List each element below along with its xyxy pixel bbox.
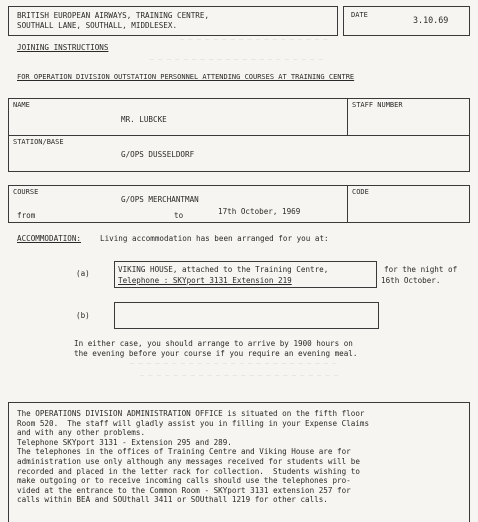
to-date-value: 17th October, 1969: [218, 207, 301, 216]
course-code-divider: [347, 185, 348, 223]
course-value: G/OPS MERCHANTMAN: [121, 195, 199, 204]
office-line: Room 520. The staff will gladly assist you in filling in your Expense Claims: [17, 418, 370, 428]
either-case-line-2: the evening before your course if you require an evening meal.: [74, 349, 358, 358]
date-value: 3.10.69: [413, 15, 449, 25]
office-line: calls within BEA and SOUthall 3411 or SOUthall 1219 for other calls.: [17, 495, 328, 505]
office-line: Telephone SKYport 3131 - Extension 295 and 289.: [17, 437, 232, 447]
option-a-marker: (a): [76, 269, 90, 278]
name-staff-divider: [347, 98, 348, 135]
night-of-value: 16th October.: [381, 276, 441, 285]
page-title: JOINING INSTRUCTIONS: [17, 43, 109, 52]
bleed-through-text: — — — — — — — — — — — — — — — — — — — — — — — —: [140, 371, 339, 379]
staff-number-label: STAFF NUMBER: [352, 101, 403, 109]
course-label: COURSE: [13, 188, 39, 196]
option-b-marker: (b): [76, 311, 90, 320]
option-a-line-2: Telephone : SKYport 3131 Extension 219: [118, 276, 292, 285]
office-line: The telephones in the offices of Training Centre and Viking House are for: [17, 447, 351, 457]
bleed-through-text: — — — — — — — — — — — — — — — — — — — — — — — — —: [130, 359, 337, 367]
code-label: CODE: [352, 188, 369, 196]
option-a-line-1: VIKING HOUSE, attached to the Training Centre,: [118, 265, 329, 274]
office-info-paragraph: [17, 409, 369, 505]
office-line: recorded and placed in the letter rack for collection. Students wishing to: [17, 466, 360, 476]
office-line: administration use only although any messages received for students will be: [17, 456, 360, 466]
name-label: NAME: [13, 101, 30, 109]
bleed-through-text: — — — — — — — — — — — — — — — — — — — — —: [150, 55, 323, 63]
name-station-divider: [8, 135, 470, 136]
office-line: make outgoing or to receive incoming calls should use the telephones pro-: [17, 476, 351, 486]
to-label: to: [174, 211, 184, 220]
name-value: MR. LUBCKE: [121, 115, 167, 124]
night-of-label: for the night of: [384, 265, 458, 274]
office-line: vided at the entrance to the Common Room - SKYport 3131 extension 257 for: [17, 485, 351, 495]
office-line: The OPERATIONS DIVISION ADMINISTRATION OFFICE is situated on the fifth floor: [17, 409, 365, 418]
accommodation-label: ACCOMMODATION:: [17, 234, 82, 243]
station-label: STATION/BASE: [13, 138, 64, 146]
option-b-box: [114, 302, 379, 329]
org-line-2: SOUTHALL LANE, SOUTHALL, MIDDLESEX.: [17, 21, 178, 30]
course-block: [8, 185, 470, 223]
station-value: G/OPS DUSSELDORF: [121, 150, 195, 159]
office-line: and with any other problems.: [17, 428, 146, 438]
date-label: DATE: [351, 11, 368, 19]
either-case-line-1: In either case, you should arrange to arrive by 1900 hours on: [74, 339, 353, 348]
page-subtitle: FOR OPERATION DIVISION OUTSTATION PERSONNEL ATTENDING COURSES AT TRAINING CENTRE: [17, 73, 355, 81]
bleed-through-text: — — — — — — — — — — — — — — — — — —: [180, 35, 328, 43]
accommodation-intro: Living accommodation has been arranged for you at:: [100, 234, 329, 243]
from-label: from: [17, 211, 36, 220]
org-line-1: BRITISH EUROPEAN AIRWAYS, TRAINING CENTRE,: [17, 11, 210, 20]
